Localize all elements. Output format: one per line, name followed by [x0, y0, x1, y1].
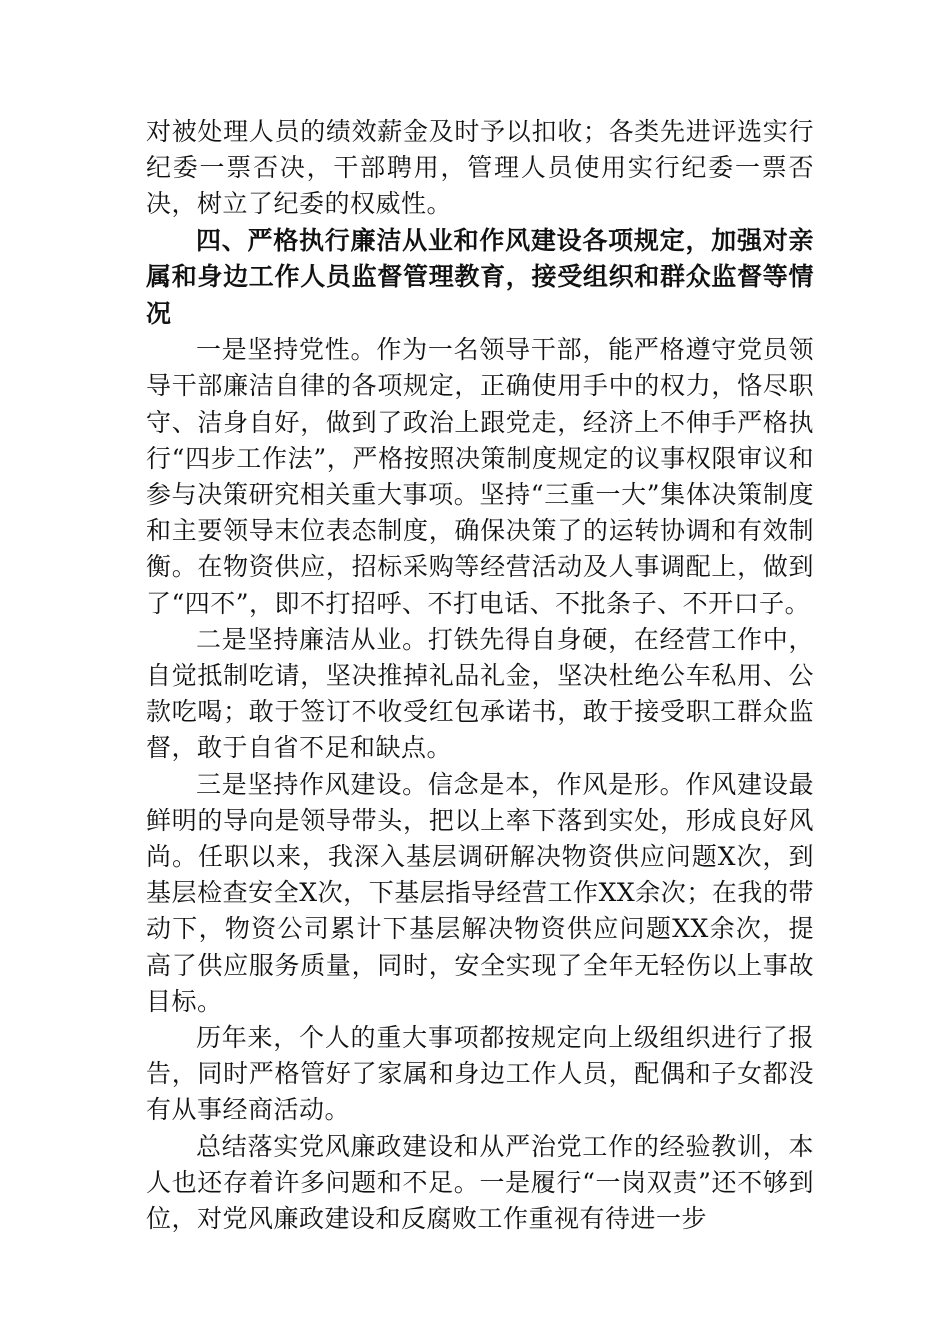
paragraph-work-style: 三是坚持作风建设。信念是本，作风是形。作风建设最鲜明的导向是领导带头，把以上率下落到实处，形成良好风尚。任职以来，我深入基层调研解决物资供应问题X次，到基层检查安全X次，下基层指导经营工作XX余次；在我的带动下，物资公司累计下基层解决物资供应问题XX余次，提高了供应服务质量，同时，安全实现了全年无轻伤以上事故目标。 — [146, 769, 814, 1016]
document-body — [146, 114, 814, 1237]
paragraph-continuation: 对被处理人员的绩效薪金及时予以扣收；各类先进评选实行纪委一票否决，干部聘用，管理人员使用实行纪委一票否决，树立了纪委的权威性。 — [146, 117, 814, 219]
paragraph-summary: 总结落实党风廉政建设和从严治党工作的经验教训，本人也还存着许多问题和不足。一是履行“一岗双责”还不够到位，对党风廉政建设和反腐败工作重视有待进一步 — [146, 1131, 814, 1233]
paragraph-party-spirit: 一是坚持党性。作为一名领导干部，能严格遵守党员领导干部廉洁自律的各项规定，正确使用手中的权力，恪尽职守、洁身自好，做到了政治上跟党走，经济上不伸手严格执行“四步工作法”，严格按照决策制度规定的议事权限审议和参与决策研究相关重大事项。坚持“三重一大”集体决策制度和主要领导末位表态制度，确保决策了的运转协调和有效制衡。在物资供应，招标采购等经营活动及人事调配上，做到了“四不”，即不打招呼、不打电话、不批条子、不开口子。 — [146, 335, 814, 618]
paragraph-integrity: 二是坚持廉洁从业。打铁先得自身硬，在经营工作中，自觉抵制吃请，坚决推掉礼品礼金，坚决杜绝公车私用、公款吃喝；敢于签订不收受红包承诺书，敢于接受职工群众监督，敢于自省不足和缺点。 — [146, 624, 814, 763]
section-heading-four: 四、严格执行廉洁从业和作风建设各项规定，加强对亲属和身边工作人员监督管理教育，接受组织和群众监督等情况 — [146, 225, 814, 328]
paragraph-personal-matters: 历年来，个人的重大事项都按规定向上级组织进行了报告，同时严格管好了家属和身边工作人员，配偶和子女都没有从事经商活动。 — [146, 1022, 814, 1125]
